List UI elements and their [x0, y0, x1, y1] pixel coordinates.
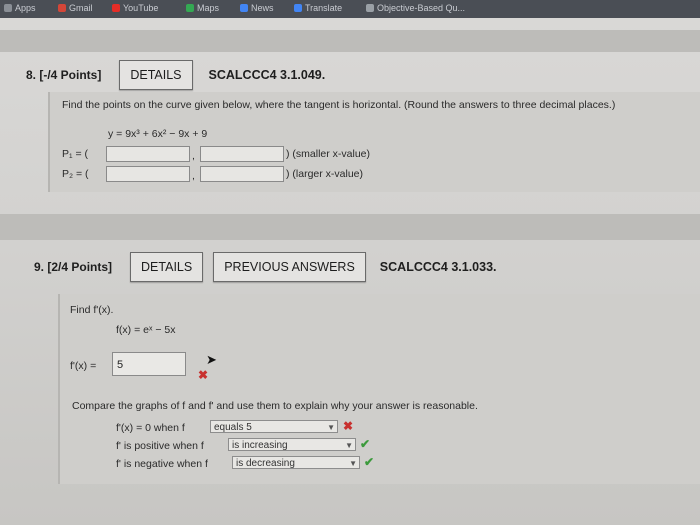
correct-check-icon: ✔ — [360, 437, 371, 451]
row3-select[interactable] — [232, 456, 360, 469]
cursor-icon: ➤ — [206, 352, 217, 367]
bookmark-label: Objective-Based Qu... — [377, 3, 466, 13]
bookmark-label: Translate — [305, 3, 343, 13]
details-button[interactable]: DETAILS — [130, 252, 203, 282]
p2-y-input[interactable] — [200, 166, 284, 182]
details-button[interactable]: DETAILS — [119, 60, 192, 90]
prompt-text: Find the points on the curve given below, where the tangent is horizontal. (Round the answers to three decimal places.) — [62, 99, 616, 111]
question-9-panel — [58, 294, 700, 484]
incorrect-icon: ✖ — [343, 419, 354, 433]
previous-answers-button[interactable]: PREVIOUS ANSWERS — [213, 252, 366, 282]
select-value: equals 5 — [214, 422, 252, 433]
prompt-text: Find f'(x). — [70, 304, 114, 316]
bookmark-youtube[interactable] — [112, 3, 158, 13]
maps-icon — [186, 4, 194, 12]
p1-suffix: ) (smaller x-value) — [286, 148, 371, 160]
bookmark-objective[interactable] — [366, 3, 465, 13]
bookmark-label: News — [251, 3, 274, 13]
compare-text: Compare the graphs of f and f' and use them to explain why your answer is reasonable. — [72, 400, 478, 412]
bookmark-apps[interactable] — [4, 3, 36, 13]
correct-check-icon: ✔ — [364, 455, 375, 469]
p1-y-input[interactable] — [200, 146, 284, 162]
equation: y = 9x³ + 6x² − 9x + 9 — [108, 128, 208, 140]
row3-label: f' is negative when f — [116, 458, 208, 470]
bookmark-label: Maps — [197, 3, 220, 13]
p1-x-input[interactable] — [106, 146, 190, 162]
chevron-down-icon: ▼ — [327, 423, 335, 432]
p2-label: P₂ = ( — [62, 168, 89, 180]
bookmarks-bar — [0, 0, 700, 18]
problem-code: SCALCCC4 3.1.049. — [208, 68, 326, 82]
chevron-down-icon: ▼ — [345, 441, 353, 450]
section-divider — [0, 30, 700, 52]
question-8-header — [26, 60, 325, 90]
incorrect-icon: ✖ — [198, 368, 209, 382]
chevron-down-icon: ▼ — [349, 459, 357, 468]
p2-x-input[interactable] — [106, 166, 190, 182]
bookmark-maps[interactable] — [186, 3, 219, 13]
select-value: is increasing — [232, 440, 288, 451]
answer-input[interactable]: 5 — [112, 352, 186, 376]
select-value: is decreasing — [236, 458, 295, 469]
bookmark-label: YouTube — [123, 3, 159, 13]
section-divider — [0, 214, 700, 240]
question-8-panel — [48, 92, 700, 192]
row2-select[interactable] — [228, 438, 356, 451]
page-content — [0, 18, 700, 525]
youtube-icon — [112, 4, 120, 12]
bookmark-label: Gmail — [69, 3, 93, 13]
comma: , — [192, 170, 195, 182]
bookmark-label: Apps — [15, 3, 36, 13]
translate-icon — [294, 4, 302, 12]
apps-grid-icon — [4, 4, 12, 12]
bookmark-news[interactable] — [240, 3, 274, 13]
bookmark-gmail[interactable] — [58, 3, 93, 13]
problem-code: SCALCCC4 3.1.033. — [379, 260, 497, 274]
answer-label: f'(x) = — [70, 360, 97, 372]
comma: , — [192, 150, 195, 162]
bookmark-translate[interactable] — [294, 3, 342, 13]
row1-label: f'(x) = 0 when f — [116, 422, 185, 434]
question-9-header — [34, 252, 497, 282]
gmail-icon — [58, 4, 66, 12]
row1-select[interactable] — [210, 420, 338, 433]
question-number: 8. [-/4 Points] — [26, 68, 102, 82]
p1-label: P₁ = ( — [62, 148, 89, 160]
p2-suffix: ) (larger x-value) — [286, 168, 364, 180]
question-number: 9. [2/4 Points] — [34, 260, 113, 274]
function: f(x) = eˣ − 5x — [116, 324, 176, 336]
row2-label: f' is positive when f — [116, 440, 204, 452]
news-icon — [240, 4, 248, 12]
p-icon — [366, 4, 374, 12]
